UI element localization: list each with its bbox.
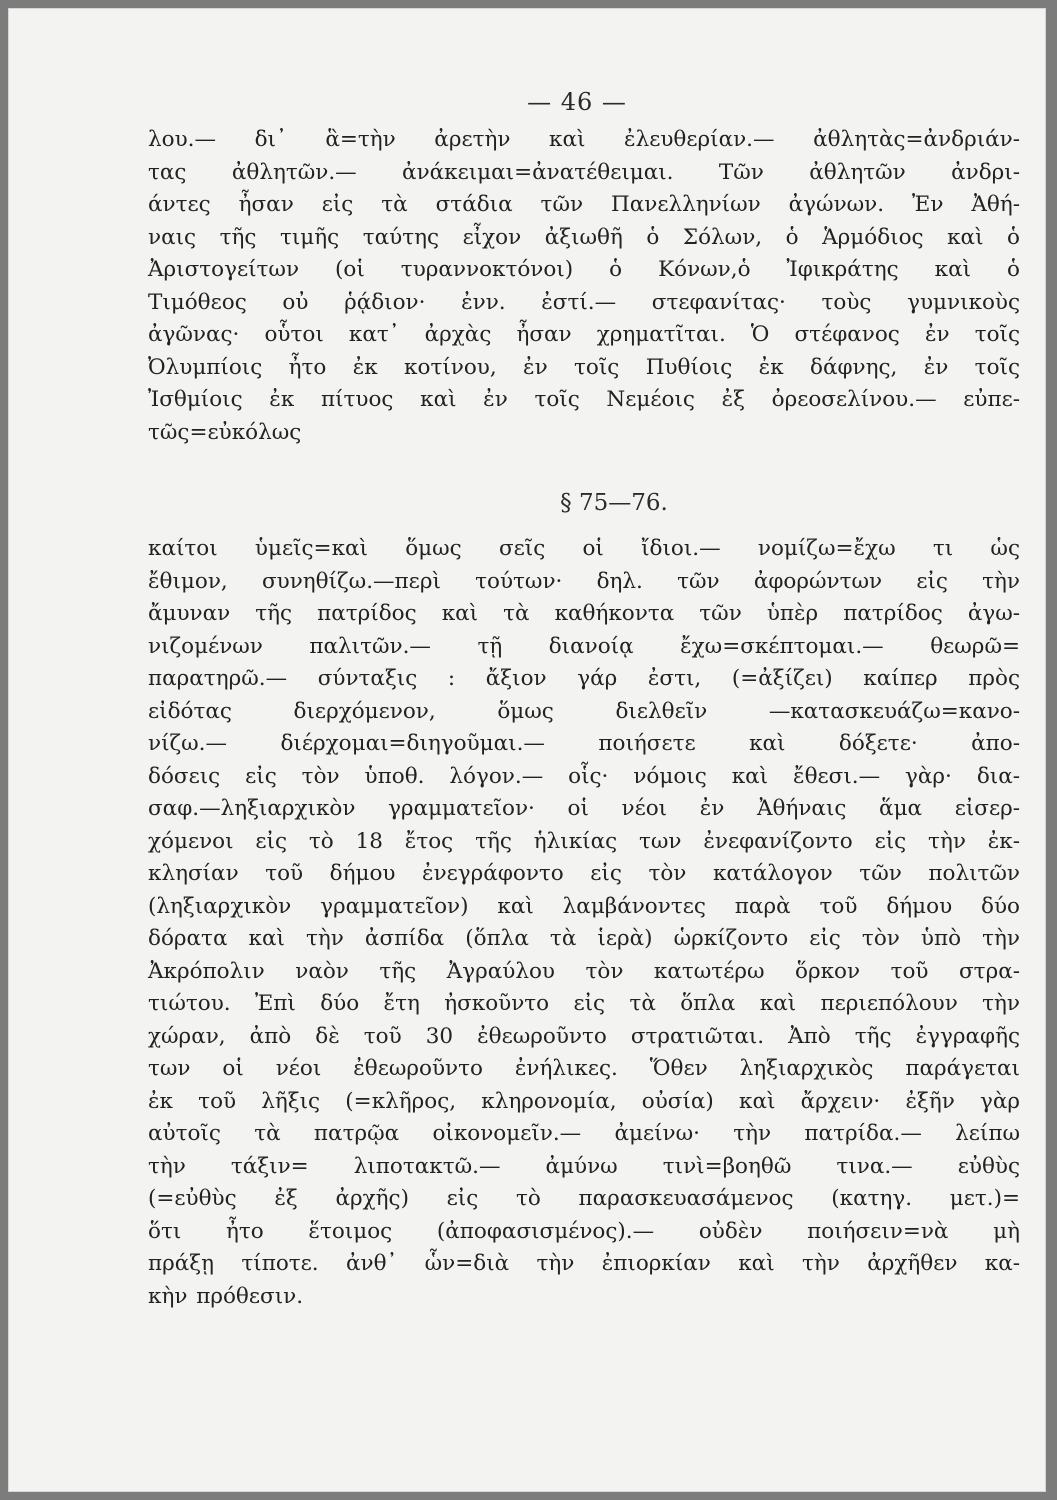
text-line: ἔθιμον, συνηθίζω.—περὶ τούτων· δηλ. τῶν ἀφορώντων εἰς τὴν (148, 568, 1020, 594)
text-line: κὴν πρόθεσιν. (148, 1283, 304, 1309)
text-line: (=εὐθὺς ἐξ ἀρχῆς) εἰς τὸ παρασκευασάμενος (κατηγ. μετ.)= (148, 1186, 1020, 1211)
commentary-block-1 (148, 124, 1020, 449)
text-line: τας ἀθλητῶν.— ἀνάκειμαι=ἀνατέθειμαι. Τῶν ἀθλητῶν ἀνδρι- (148, 159, 1020, 185)
text-line: ἀγῶνας· οὗτοι κατ᾽ ἀρχὰς ἦσαν χρηματῖται. Ὁ στέφανος ἐν τοῖς (148, 322, 1020, 347)
text-line: Ἰσθμίοις ἐκ πίτυος καὶ ἐν τοῖς Νεμέοις ἐξ ὀρεοσελίνου.— εὐπε- (148, 387, 1020, 412)
text-line: νιζομένων παλιτῶν.— τῇ διανοίᾳ ἔχω=σκέπτομαι.— θεωρῶ= (148, 633, 1020, 659)
text-line: (ληξιαρχικὸν γραμματεῖον) καὶ λαμβάνοντες παρὰ τοῦ δήμου δύο (148, 893, 1020, 919)
text-line: παρατηρῶ.— σύνταξις : ἄξιον γάρ ἐστι, (=ἀξίζει) καίπερ πρὸς (148, 666, 1020, 691)
text-line: χώραν, ἀπὸ δὲ τοῦ 30 ἐθεωροῦντο στρατιῶται. Ἀπὸ τῆς ἐγγραφῆς (148, 1023, 1020, 1049)
text-line: δόρατα καὶ τὴν ἀσπίδα (ὅπλα τὰ ἱερὰ) ὡρκίζοντο εἰς τὸν ὑπὸ τὴν (148, 926, 1020, 951)
text-line: τιώτου. Ἐπὶ δύο ἔτη ἠσκοῦντο εἰς τὰ ὅπλα καὶ περιεπόλουν τὴν (148, 991, 1020, 1016)
section-heading: § 75—76. (560, 490, 668, 516)
document-page (8, 8, 1046, 1492)
text-line: κλησίαν τοῦ δήμου ἐνεγράφοντο εἰς τὸν κατάλογον τῶν πολιτῶν (148, 861, 1020, 886)
text-line: αὐτοῖς τὰ πατρῷα οἰκονομεῖν.— ἀμείνω· τὴν πατρίδα.— λείπω (148, 1121, 1020, 1146)
text-line: ὅτι ἦτο ἕτοιμος (ἀποφασισμένος).— οὐδὲν ποιήσειν=νὰ μὴ (148, 1218, 1020, 1244)
text-line: εἰδότας διερχόμενον, ὅμως διελθεῖν —κατασκευάζω=κανο- (148, 698, 1020, 724)
text-line: νίζω.— διέρχομαι=διηγοῦμαι.— ποιήσετε καὶ δόξετε· ἀπο- (148, 731, 1020, 756)
text-line: ναις τῆς τιμῆς ταύτης εἶχον ἀξιωθῆ ὁ Σόλων, ὁ Ἁρμόδιος καὶ ὁ (148, 224, 1020, 250)
text-line: χόμενοι εἰς τὸ 18 ἔτος τῆς ἡλικίας των ἐνεφανίζοντο εἰς τὴν ἐκ- (148, 828, 1020, 854)
text-line: τὴν τάξιν= λιποτακτῶ.— ἀμύνω τινὶ=βοηθῶ τινα.— εὐθὺς (148, 1153, 1020, 1179)
page-number: — 46 — (527, 88, 627, 116)
text-line: ἐκ τοῦ λῆξις (=κλῆρος, κληρονομία, οὐσία) καὶ ἄρχειν· ἐξῆν γὰρ (148, 1088, 1020, 1114)
text-line: Ἀριστογείτων (οἱ τυραννοκτόνοι) ὁ Κόνων,ὁ Ἰφικράτης καὶ ὁ (148, 257, 1020, 282)
text-line: Ὀλυμπίοις ἦτο ἐκ κοτίνου, ἐν τοῖς Πυθίοις ἐκ δάφνης, ἐν τοῖς (148, 354, 1020, 380)
text-line: σαφ.—ληξιαρχικὸν γραμματεῖον· οἱ νέοι ἐν Ἀθήναις ἅμα εἰσερ- (148, 796, 1020, 821)
text-line: τῶς=εὐκόλως (148, 419, 302, 445)
text-line: καίτοι ὑμεῖς=καὶ ὅμως σεῖς οἱ ἴδιοι.— νομίζω=ἔχω τι ὡς (148, 536, 1020, 561)
page-text (148, 124, 1020, 1313)
spacer (148, 449, 1020, 473)
text-line: ἄμυναν τῆς πατρίδος καὶ τὰ καθήκοντα τῶν ὑπὲρ πατρίδος ἀγω- (148, 601, 1020, 626)
text-line: πράξῃ τίποτε. ἀνθ᾽ ὧν=διὰ τὴν ἐπιορκίαν καὶ τὴν ἀρχῆθεν κα- (148, 1251, 1020, 1276)
text-line: λου.— δι᾽ ἃ=τὴν ἀρετὴν καὶ ἐλευθερίαν.— ἀθλητὰς=ἀνδριάν- (148, 127, 1020, 152)
text-line: άντες ἦσαν εἰς τὰ στάδια τῶν Πανελληνίων ἀγώνων. Ἐν Ἀθή- (148, 192, 1020, 217)
text-line: των οἱ νέοι ἐθεωροῦντο ἐνήλικες. Ὅθεν ληξιαρχικὸς παράγεται (148, 1056, 1020, 1081)
text-line: Τιμόθεος οὐ ῥᾴδιον· ἐνν. ἐστί.— στεφανίτας· τοὺς γυμνικοὺς (148, 289, 1020, 315)
commentary-block-2 (148, 533, 1020, 1313)
text-line: Ἀκρόπολιν ναὸν τῆς Ἀγραύλου τὸν κατωτέρω ὅρκον τοῦ στρα- (148, 958, 1020, 984)
text-line: δόσεις εἰς τὸν ὑποθ. λόγον.— οἷς· νόμοις καὶ ἔθεσι.— γὰρ· δια- (148, 763, 1020, 789)
